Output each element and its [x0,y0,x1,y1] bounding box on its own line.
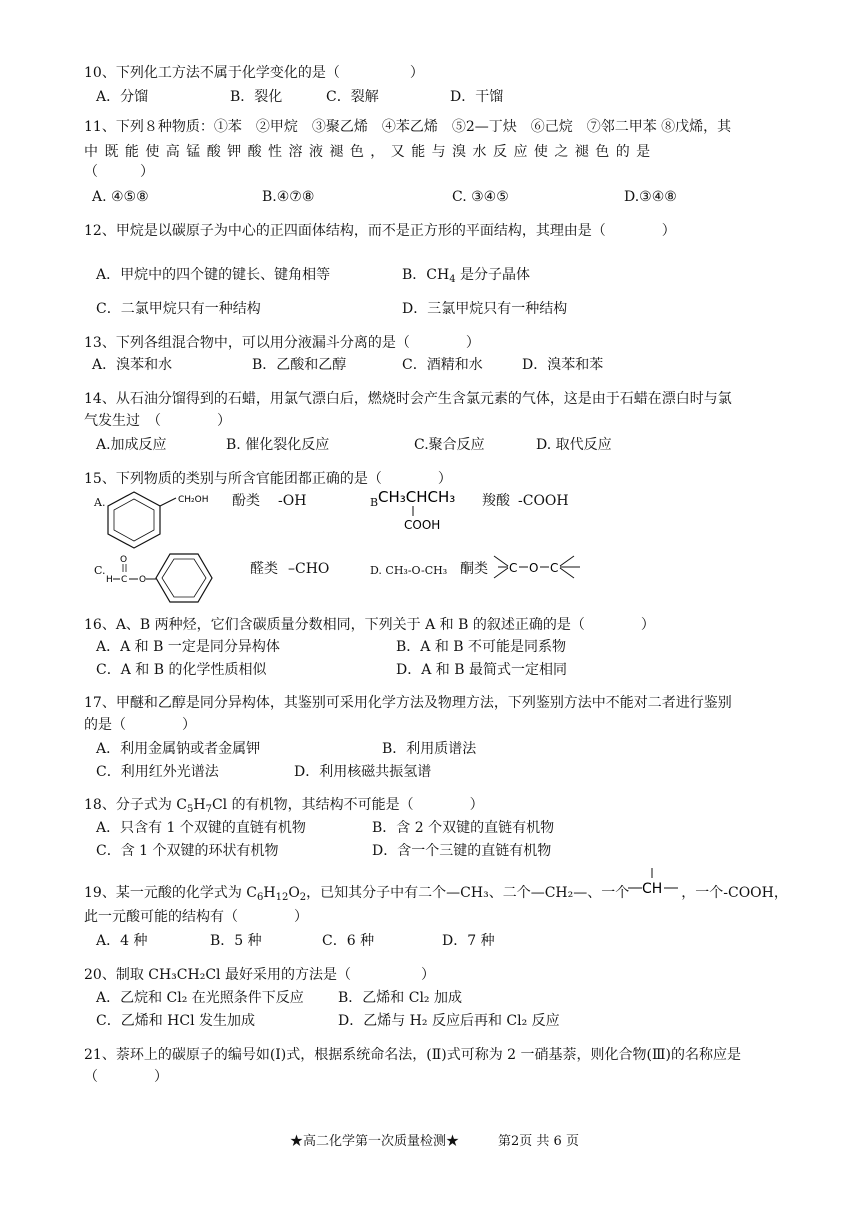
svg-text:C: C [121,575,128,585]
q14-option-d: D. 取代反应 [536,437,612,453]
q16-option-b: B．A 和 B 不可能是同系物 [396,639,567,655]
q20-option-c: C．乙烯和 HCl 发生加成 [96,1013,256,1029]
svg-text:C: C [509,561,518,575]
footer-title: ★高二化学第一次质量检测★ [290,1134,460,1149]
q13-stem: 13、下列各组混合物中，可以用分液漏斗分离的是（ ） [84,335,480,351]
q14-option-b: B. 催化裂化反应 [226,437,330,453]
q11-stem-line1: 11、下列８种物质：①苯 ②甲烷 ③聚乙烯 ④苯乙烯 ⑤2—丁炔 ⑥己烷 ⑦邻二甲苯 ⑧戊烯，其 [84,119,732,135]
q14-option-c: C.聚合反应 [414,437,485,453]
q20-option-b: B．乙烯和 Cl₂ 加成 [338,990,462,1006]
svg-text:O: O [120,555,128,565]
q16-option-c: C．A 和 B 的化学性质相似 [96,662,267,678]
q21-stem-line2: （ ） [84,1069,168,1085]
q10-option-b: B．裂化 [230,89,283,105]
q13-option-a: A．溴苯和水 [92,357,173,373]
phenyl-formate-structure [104,548,234,604]
q15-b-label: B [370,496,379,509]
q19-option-b: B．5 种 [210,933,262,949]
q10-option-a: A．分馏 [96,89,149,105]
q14-stem-line2: 气发生过 （ ） [84,413,231,429]
q18-stem: 18、分子式为 $C_5H_7Cl$ 的有机物，其结构不可能是（ ） [84,797,484,815]
q20-stem: 20、制取 CH₃CH₂Cl 最好采用的方法是（ ） [84,967,435,983]
q19-stem-line2: 此一元酸可能的结构有（ ） [84,909,308,925]
svg-text:C: C [550,561,559,575]
ether-structure [492,548,584,588]
q11-stem-line2: 中 既 能 使 高 锰 酸 钾 酸 性 溶 液 褪 色 ， 又 能 与 溴 水 反 应 使 之 褪 色 的 是 [84,144,652,160]
q15-stem: 15、下列物质的类别与所含官能团都正确的是（ ） [84,471,452,487]
q18-option-a: A．只含有 1 个双键的直链有机物 [96,820,306,836]
svg-text:CH: CH [642,881,663,897]
q17-option-a: A．利用金属钠或者金属钾 [96,741,261,757]
q12-option-d: D．三氯甲烷只有一种结构 [402,301,568,317]
isobutyric-acid-structure [378,486,478,532]
q11-option-c: C. ③④⑤ [452,189,509,205]
q10-option-d: D．干馏 [450,89,504,105]
q12-option-c: C．二氯甲烷只有一种结构 [96,301,261,317]
q14-stem-line1: 14、从石油分馏得到的石蜡，用氯气漂白后，燃烧时会产生含氯元素的气体，这是由于石蜡在漂白时与氯 [84,391,732,407]
q17-stem-line2: 的是（ ） [84,717,196,733]
q20-option-d: D．乙烯与 H₂ 反应后再和 Cl₂ 反应 [338,1013,560,1029]
q16-stem: 16、A、B 两种烃，它们含碳质量分数相同，下列关于 A 和 B 的叙述正确的是（ ） [84,617,655,633]
q18-option-d: D．含一个三键的直链有机物 [372,843,552,859]
q16-option-a: A．A 和 B 一定是同分异构体 [96,639,280,655]
svg-text:O: O [139,575,147,585]
q10-option-c: C．裂解 [326,89,379,105]
q19-option-d: D．7 种 [442,933,495,949]
q11-option-a: A. ④⑤⑧ [92,189,149,205]
q15-a-func: -OH [278,493,307,509]
q13-option-b: B．乙酸和乙醇 [252,357,347,373]
q12-option-b: B．$CH_4$ 是分子晶体 [402,267,531,285]
q21-stem-line1: 21、萘环上的碳原子的编号如(Ⅰ)式，根据系统命名法，(Ⅱ)式可称为 2 一硝基萘，则化合物(Ⅲ)的名称应是 [84,1047,741,1063]
q15-d-class: 酮类 [460,561,488,577]
benzyl-alcohol-structure [104,490,224,550]
q19-stem-line1: 19、某一元酸的化学式为 $C_6H_{12}O_2$，已知其分子中有二个—CH₃、二个—CH₂—、一个 ，一个-COOH， [84,885,788,903]
q17-option-c: C．利用红外光谱法 [96,764,219,780]
svg-text:H: H [106,575,113,585]
q12-option-a: A．甲烷中的四个键的键长、键角相等 [96,267,331,283]
q15-c-class: 醛类 [250,561,278,577]
q15-d-label: D. CH₃-O-CH₃ [370,564,448,577]
q19-option-a: A．4 种 [96,933,148,949]
q19-option-c: C．6 种 [322,933,375,949]
svg-text:COOH: COOH [404,518,441,532]
q18-option-b: B．含 2 个双键的直链有机物 [372,820,555,836]
svg-text:CH₃CHCH₃: CH₃CHCH₃ [378,488,456,506]
q13-option-c: C．酒精和水 [402,357,483,373]
methine-group [628,866,682,896]
svg-text:O: O [529,561,539,575]
q15-b-func: -COOH [518,493,569,509]
q11-stem-line3: （ ） [84,164,154,180]
q12-stem: 12、甲烷是以碳原子为中心的正四面体结构，而不是正方形的平面结构，其理由是（ ） [84,223,676,239]
q17-option-b: B．利用质谱法 [382,741,477,757]
q15-c-label: C. [94,564,106,577]
q13-option-d: D．溴苯和苯 [522,357,604,373]
q15-b-class: 羧酸 [482,493,510,509]
q10-stem: 10、下列化工方法不属于化学变化的是（ ） [84,65,424,81]
q15-c-func: –CHO [288,561,330,577]
q15-a-label: A. [94,496,106,509]
q20-option-a: A．乙烷和 Cl₂ 在光照条件下反应 [96,990,304,1006]
svg-text:CH₂OH: CH₂OH [178,495,209,505]
q17-option-d: D．利用核磁共振氢谱 [294,764,432,780]
q11-option-d: D.③④⑧ [624,189,677,205]
q17-stem-line1: 17、甲醚和乙醇是同分异构体，其鉴别可采用化学方法及物理方法，下列鉴别方法中不能对二者进行鉴别 [84,695,732,711]
q18-option-c: C．含 1 个双键的环状有机物 [96,843,279,859]
footer-page-number: 第2页 共 6 页 [498,1134,579,1149]
q14-option-a: A.加成反应 [96,437,167,453]
q16-option-d: D．A 和 B 最简式一定相同 [396,662,567,678]
q15-a-class: 酚类 [232,493,260,509]
q11-option-b: B.④⑦⑧ [262,189,315,205]
